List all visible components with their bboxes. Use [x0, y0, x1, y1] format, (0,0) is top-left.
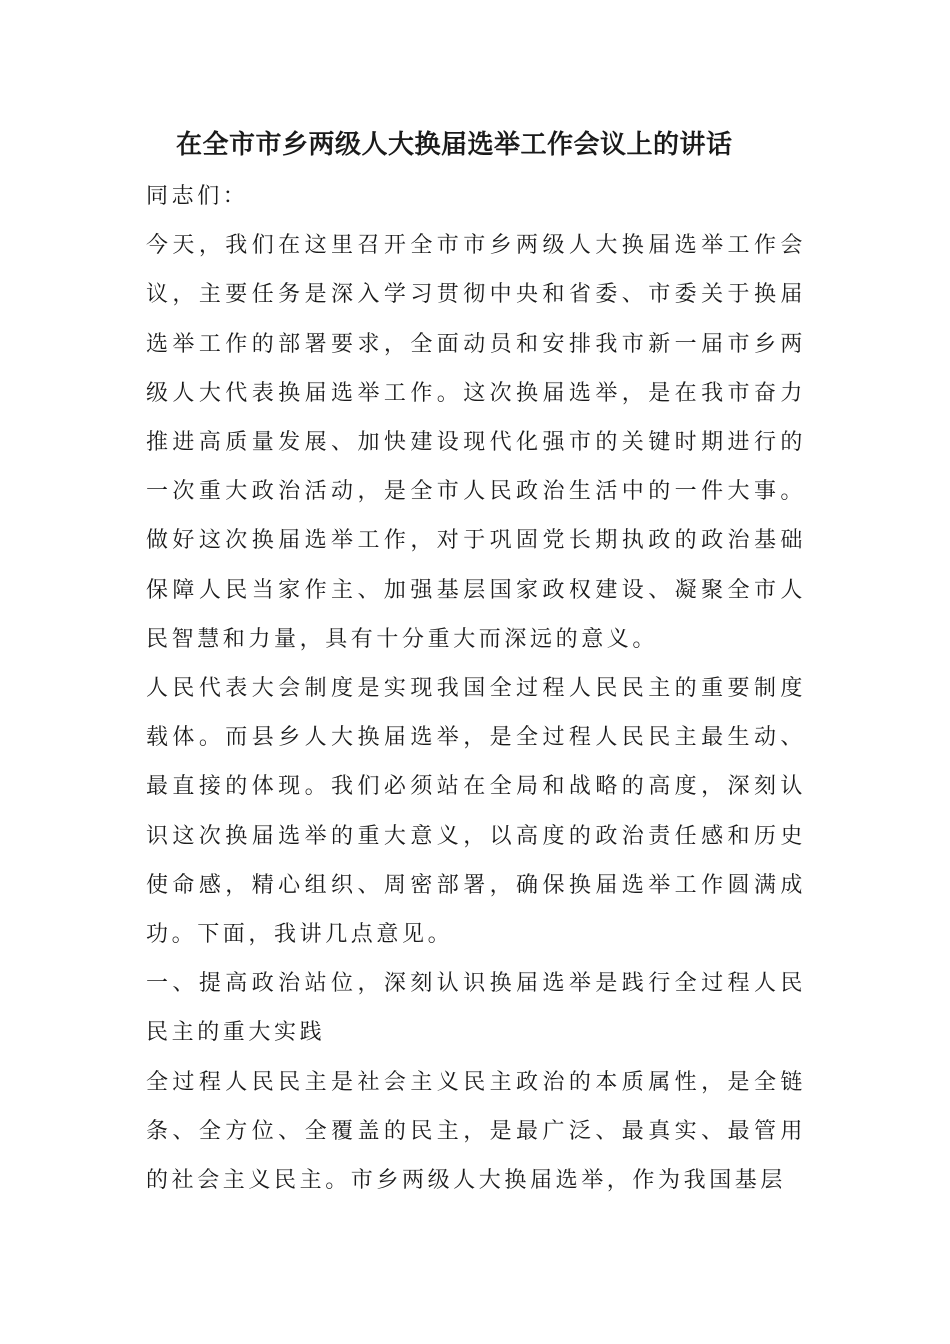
- body-paragraph: 今天，我们在这里召开全市市乡两级人大换届选举工作会议，主要任务是深入学习贯彻中央和省委、市委关于换届选举工作的部署要求，全面动员和安排我市新一届市乡两级人大代表换届选举工作。这次换届选举，是在我市奋力推进高质量发展、加快建设现代化强市的关键时期进行的一次重大政治活动，是全市人民政治生活中的一件大事。做好这次换届选举工作，对于巩固党长期执政的政治基础保障人民当家作主、加强基层国家政权建设、凝聚全市人民智慧和力量，具有十分重大而深远的意义。: [146, 233, 806, 652]
- document-page: [146, 118, 806, 1205]
- body-paragraph: 人民代表大会制度是实现我国全过程人民民主的重要制度载体。而县乡人大换届选举，是全过程人民民主最生动、最直接的体现。我们必须站在全局和战略的高度，深刻认识这次换届选举的重大意义，以高度的政治责任感和历史使命感，精心组织、周密部署，确保换届选举工作圆满成功。下面，我讲几点意见。: [146, 676, 806, 948]
- body-paragraph: 全过程人民民主是社会主义民主政治的本质属性，是全链条、全方位、全覆盖的民主，是最广泛、最真实、最管用的社会主义民主。市乡两级人大换届选举，作为我国基层: [146, 1069, 806, 1194]
- section-heading: 一、提高政治站位，深刻认识换届选举是践行全过程人民民主的重大实践: [146, 971, 806, 1046]
- document-title: 在全市市乡两级人大换届选举工作会议上的讲话: [176, 130, 733, 160]
- salutation: 同志们：: [146, 184, 249, 209]
